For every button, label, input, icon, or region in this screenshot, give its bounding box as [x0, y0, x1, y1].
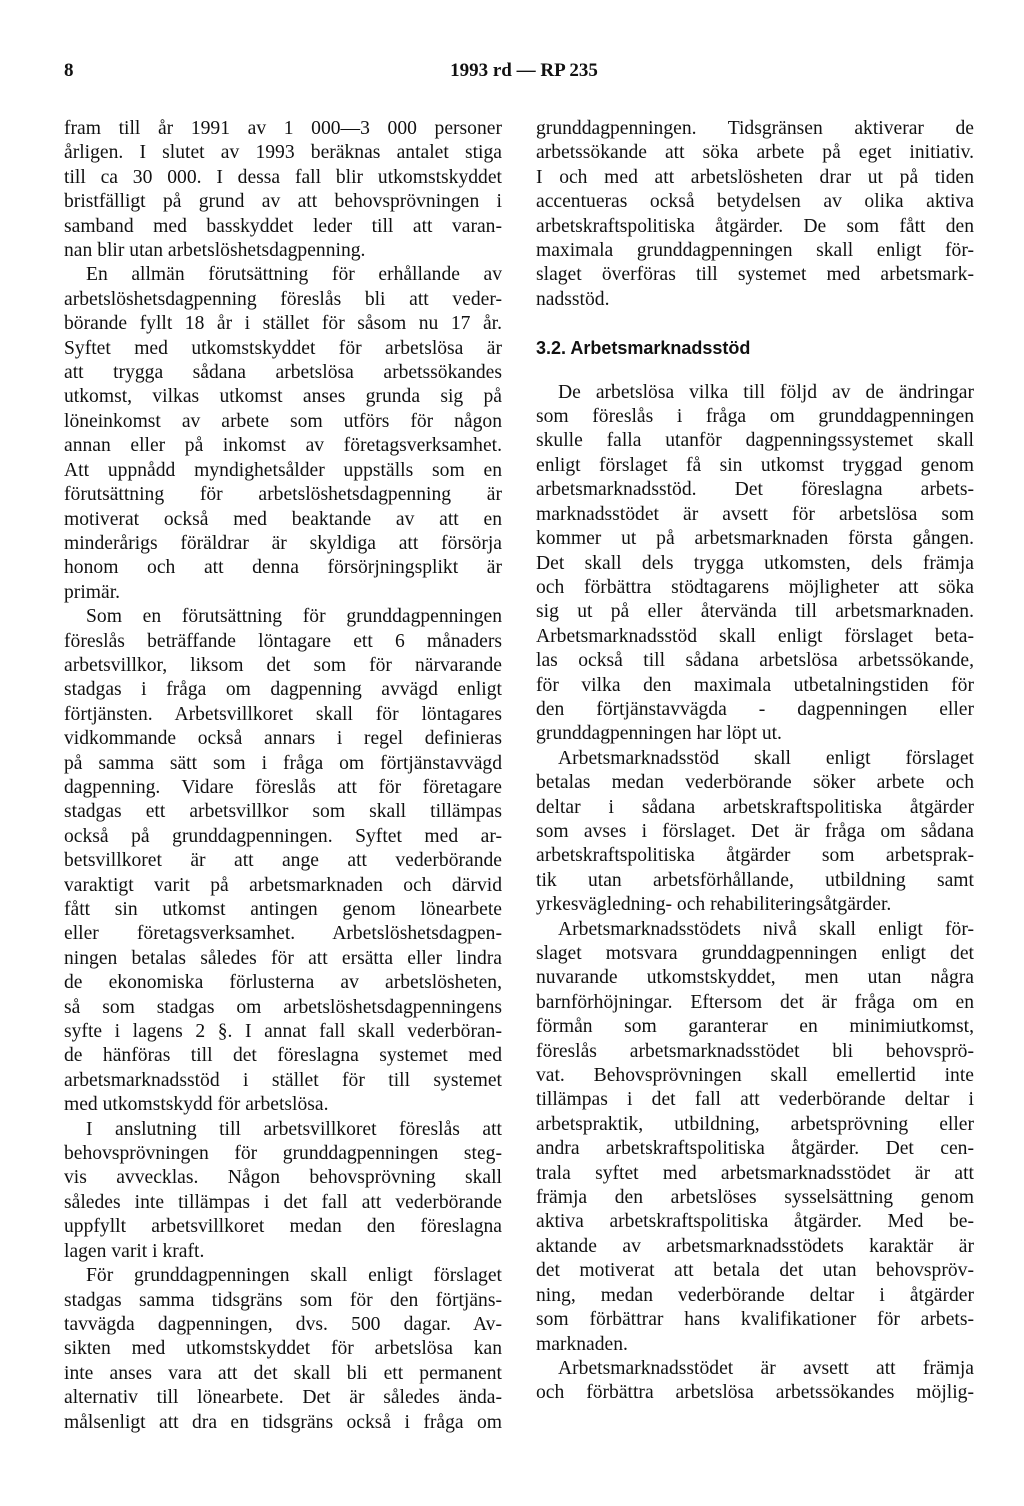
text-line: För grunddagpenningen skall enligt förslaget: [86, 1265, 502, 1287]
text-line: I anslutning till arbetsvillkoret föreslås att: [86, 1118, 502, 1140]
text-line: utkomst, vilkas utkomst anses grunda sig på: [64, 386, 502, 408]
page-header: [64, 60, 984, 90]
text-line: grunddagpenningen. Tidsgränsen aktiverar de: [536, 118, 974, 139]
text-line: sig ut på eller återvända till arbetsmarknaden.: [536, 601, 974, 623]
text-line: inte anses vara att det skall bli ett permanent: [64, 1362, 502, 1384]
text-line: aktiva arbetskraftspolitiska åtgärder. Med be-: [536, 1211, 974, 1233]
text-line: uppfyllt arbetsvillkoret medan den föreslagna: [64, 1216, 502, 1238]
text-line: De arbetslösa vilka till följd av de ändringar: [558, 381, 974, 403]
text-line: att trygga sådana arbetslösa arbetssökandes: [64, 362, 502, 384]
text-line: Arbetsmarknadsstödets nivå skall enligt för-: [558, 918, 974, 940]
text-line: aktande av arbetsmarknadsstödets karaktär är: [536, 1235, 974, 1257]
text-line: den förtjänstavvägda - dagpenningen eller: [536, 698, 974, 720]
text-line: och förbättra arbetslösa arbetssökandes möjlig-: [536, 1382, 974, 1404]
text-line: stadgas i fråga om dagpenning avvägd enligt: [64, 679, 502, 701]
text-line: minderårigs föräldrar är skyldiga att försörja: [64, 532, 502, 554]
text-line: Arbetsmarknadsstöd skall enligt förslaget beta-: [536, 625, 974, 647]
text-line: således inte tillämpas i det fall att vederbörande: [64, 1191, 502, 1213]
text-line: enligt förslaget få sin utkomst tryggad genom: [536, 454, 974, 476]
text-line: vat. Behovsprövningen skall emellertid inte: [536, 1065, 974, 1087]
text-line: Syftet med utkomstskyddet för arbetslösa är: [64, 337, 502, 359]
text-line: de ekonomiska förlusterna av arbetslösheten,: [64, 972, 502, 994]
text-line: för vilka den maximala utbetalningstiden för: [536, 674, 974, 696]
text-line: arbetsmarknadsstöd i stället för till systemet: [64, 1069, 502, 1091]
text-line: betalas medan vederbörande söker arbete och: [536, 772, 974, 794]
text-line: också på grunddagpenningen. Syftet med ar-: [64, 825, 502, 847]
text-line: motiverat också med beaktande av att en: [64, 508, 502, 530]
text-line: samband med basskyddet leder till att varan-: [64, 215, 502, 237]
text-line: yrkesvägledning- och rehabiliteringsåtgärder.: [536, 894, 892, 916]
text-line: på samma sätt som i fråga om förtjänstavvägd: [64, 752, 502, 774]
text-line: honom och att denna försörjningsplikt är: [64, 557, 502, 579]
text-line: andra arbetskraftspolitiska åtgärder. Det cen-: [536, 1138, 974, 1160]
text-line: som avses i förslaget. Det är fråga om sådana: [536, 820, 974, 842]
text-line: ning, medan vederbörande deltar i åtgärder: [536, 1284, 974, 1306]
text-line: arbetskraftspolitiska åtgärder som arbetsprak-: [536, 845, 974, 867]
text-line: ningen betalas således för att ersätta eller lindra: [64, 947, 502, 969]
text-line: till ca 30 000. I dessa fall blir utkomstskyddet: [64, 166, 502, 188]
spacer: [536, 312, 974, 336]
text-line: barnförhöjningar. Eftersom det är fråga om en: [536, 991, 974, 1013]
text-line: slaget överföras till systemet med arbetsmark-: [536, 264, 974, 286]
text-line: tillämpas i det fall att vederbörande deltar i: [536, 1089, 974, 1111]
text-line: kommer ut på arbetsmarknaden första gången.: [536, 528, 974, 550]
text-line: skulle falla utanför dagpenningssystemet skall: [536, 430, 974, 452]
text-line: stadgas samma tidsgräns som för den förtjäns-: [64, 1289, 502, 1311]
text-line: nan blir utan arbetslöshetsdagpenning.: [64, 240, 366, 262]
text-line: betsvillkoret är att ange att vederbörande: [64, 850, 502, 872]
text-line: fått sin utkomst antingen genom lönearbete: [64, 899, 502, 920]
text-line: varaktigt varit på arbetsmarknaden och därvid: [64, 874, 502, 896]
right-column: [536, 117, 974, 1406]
text-line: maximala grunddagpenningen skall enligt för-: [536, 240, 974, 262]
text-line: de hänföras till det föreslagna systemet med: [64, 1045, 502, 1067]
text-line: deltar i sådana arbetskraftspolitiska åtgärder: [536, 796, 974, 818]
text-line: dagpenning. Vidare föreslås att för företagare: [64, 776, 502, 798]
text-line: alternativ till lönearbete. Det är således ända-: [64, 1387, 502, 1409]
text-line: I och med att arbetslösheten drar ut på tiden: [536, 166, 974, 188]
text-line: Arbetsmarknadsstödet är avsett att främja: [558, 1357, 974, 1379]
text-line: behovsprövningen för grunddagpenningen steg-: [64, 1143, 502, 1165]
text-line: förmån som garanterar en minimiutkomst,: [536, 1016, 974, 1038]
text-line: arbetskraftspolitiska åtgärder. De som fått den: [536, 215, 974, 237]
text-line: marknadsstödet är avsett för arbetslösa som: [536, 503, 974, 525]
text-line: fram till år 1991 av 1 000—3 000 personer: [64, 118, 502, 139]
text-line: årligen. I slutet av 1993 beräknas antalet stiga: [64, 142, 502, 164]
text-line: Som en förutsättning för grunddagpenningen: [86, 606, 502, 628]
text-line: marknaden.: [536, 1333, 628, 1355]
text-line: främja den arbetslöses sysselsättning genom: [536, 1187, 974, 1209]
text-line: det motiverat att betala det utan behovspröv-: [536, 1260, 974, 1282]
section-heading: 3.2. Arbetsmarknadsstöd: [536, 338, 751, 359]
text-line: syfte i lagens 2 §. I annat fall skall vederböran-: [64, 1021, 502, 1043]
text-line: tavvägda dagpenningen, dvs. 500 dagar. Av-: [64, 1313, 502, 1335]
text-line: Det skall dels trygga utkomsten, dels främja: [536, 552, 974, 574]
text-line: börande fyllt 18 år i stället för såsom nu 17 år.: [64, 313, 502, 335]
text-line: föreslås beträffande löntagare ett 6 månaders: [64, 630, 502, 652]
text-line: arbetssökande att söka arbete på eget initiativ.: [536, 142, 974, 164]
text-line: förutsättning för arbetslöshetsdagpenning är: [64, 484, 502, 506]
text-line: föreslås arbetsmarknadsstödet bli behovsprö-: [536, 1040, 974, 1062]
text-line: löneinkomst av arbete som utförs för någon: [64, 410, 502, 432]
running-head: 1993 rd — RP 235: [450, 60, 598, 81]
text-line: Att uppnådd myndighetsålder uppställs som en: [64, 459, 502, 481]
text-line: tik utan arbetsförhållande, utbildning samt: [536, 869, 974, 891]
text-line: annan eller på inkomst av företagsverksamhet.: [64, 435, 502, 457]
text-line: målsenligt att dra en tidsgräns också i fråga om: [64, 1411, 502, 1433]
text-line: slaget motsvara grunddagpenningen enligt det: [536, 943, 974, 964]
text-line: arbetspraktik, utbildning, arbetsprövning eller: [536, 1113, 974, 1135]
text-line: arbetsmarknadsstöd. Det föreslagna arbets-: [536, 479, 974, 501]
text-line: grunddagpenningen har löpt ut.: [536, 723, 782, 745]
text-line: trala syftet med arbetsmarknadsstödet är att: [536, 1162, 974, 1184]
text-line: las också till sådana arbetslösa arbetssökande,: [536, 650, 974, 672]
text-line: eller företagsverksamhet. Arbetslöshetsdagpen-: [64, 923, 502, 945]
page-number: 8: [64, 60, 74, 81]
text-line: accentueras också betydelsen av olika aktiva: [536, 191, 974, 213]
text-line: så som stadgas om arbetslöshetsdagpenningens: [64, 996, 502, 1018]
text-line: bristfälligt på grund av att behovsprövningen i: [64, 191, 502, 213]
text-line: som föreslås i fråga om grunddagpenningen: [536, 406, 974, 428]
text-line: sikten med utkomstskyddet för arbetslösa kan: [64, 1338, 502, 1360]
text-line: vis avvecklas. Någon behovsprövning skall: [64, 1167, 502, 1189]
text-line: lagen varit i kraft.: [64, 1240, 205, 1262]
left-column: [64, 117, 502, 1435]
text-line: arbetslöshetsdagpenning föreslås bli att veder-: [64, 288, 502, 310]
text-line: primär.: [64, 581, 121, 603]
right-column-section-body: [536, 381, 974, 1406]
text-line: Arbetsmarknadsstöd skall enligt förslaget: [558, 747, 974, 769]
text-line: En allmän förutsättning för erhållande av: [86, 264, 502, 286]
text-line: arbetsvillkor, liksom det som för närvarande: [64, 654, 502, 676]
text-line: nuvarande utkomstskyddet, men utan några: [536, 967, 974, 989]
text-line: nadsstöd.: [536, 288, 610, 310]
text-line: vidkommande också annars i regel definieras: [64, 728, 502, 750]
text-line: med utkomstskydd för arbetslösa.: [64, 1094, 329, 1116]
text-line: som förbättrar hans kvalifikationer för arbets-: [536, 1309, 974, 1331]
text-line: och förbättra stödtagarens möjligheter att söka: [536, 576, 974, 598]
right-column-intro: [536, 117, 974, 312]
text-line: förtjänsten. Arbetsvillkoret skall för löntagares: [64, 703, 502, 725]
text-line: stadgas ett arbetsvillkor som skall tillämpas: [64, 801, 502, 823]
